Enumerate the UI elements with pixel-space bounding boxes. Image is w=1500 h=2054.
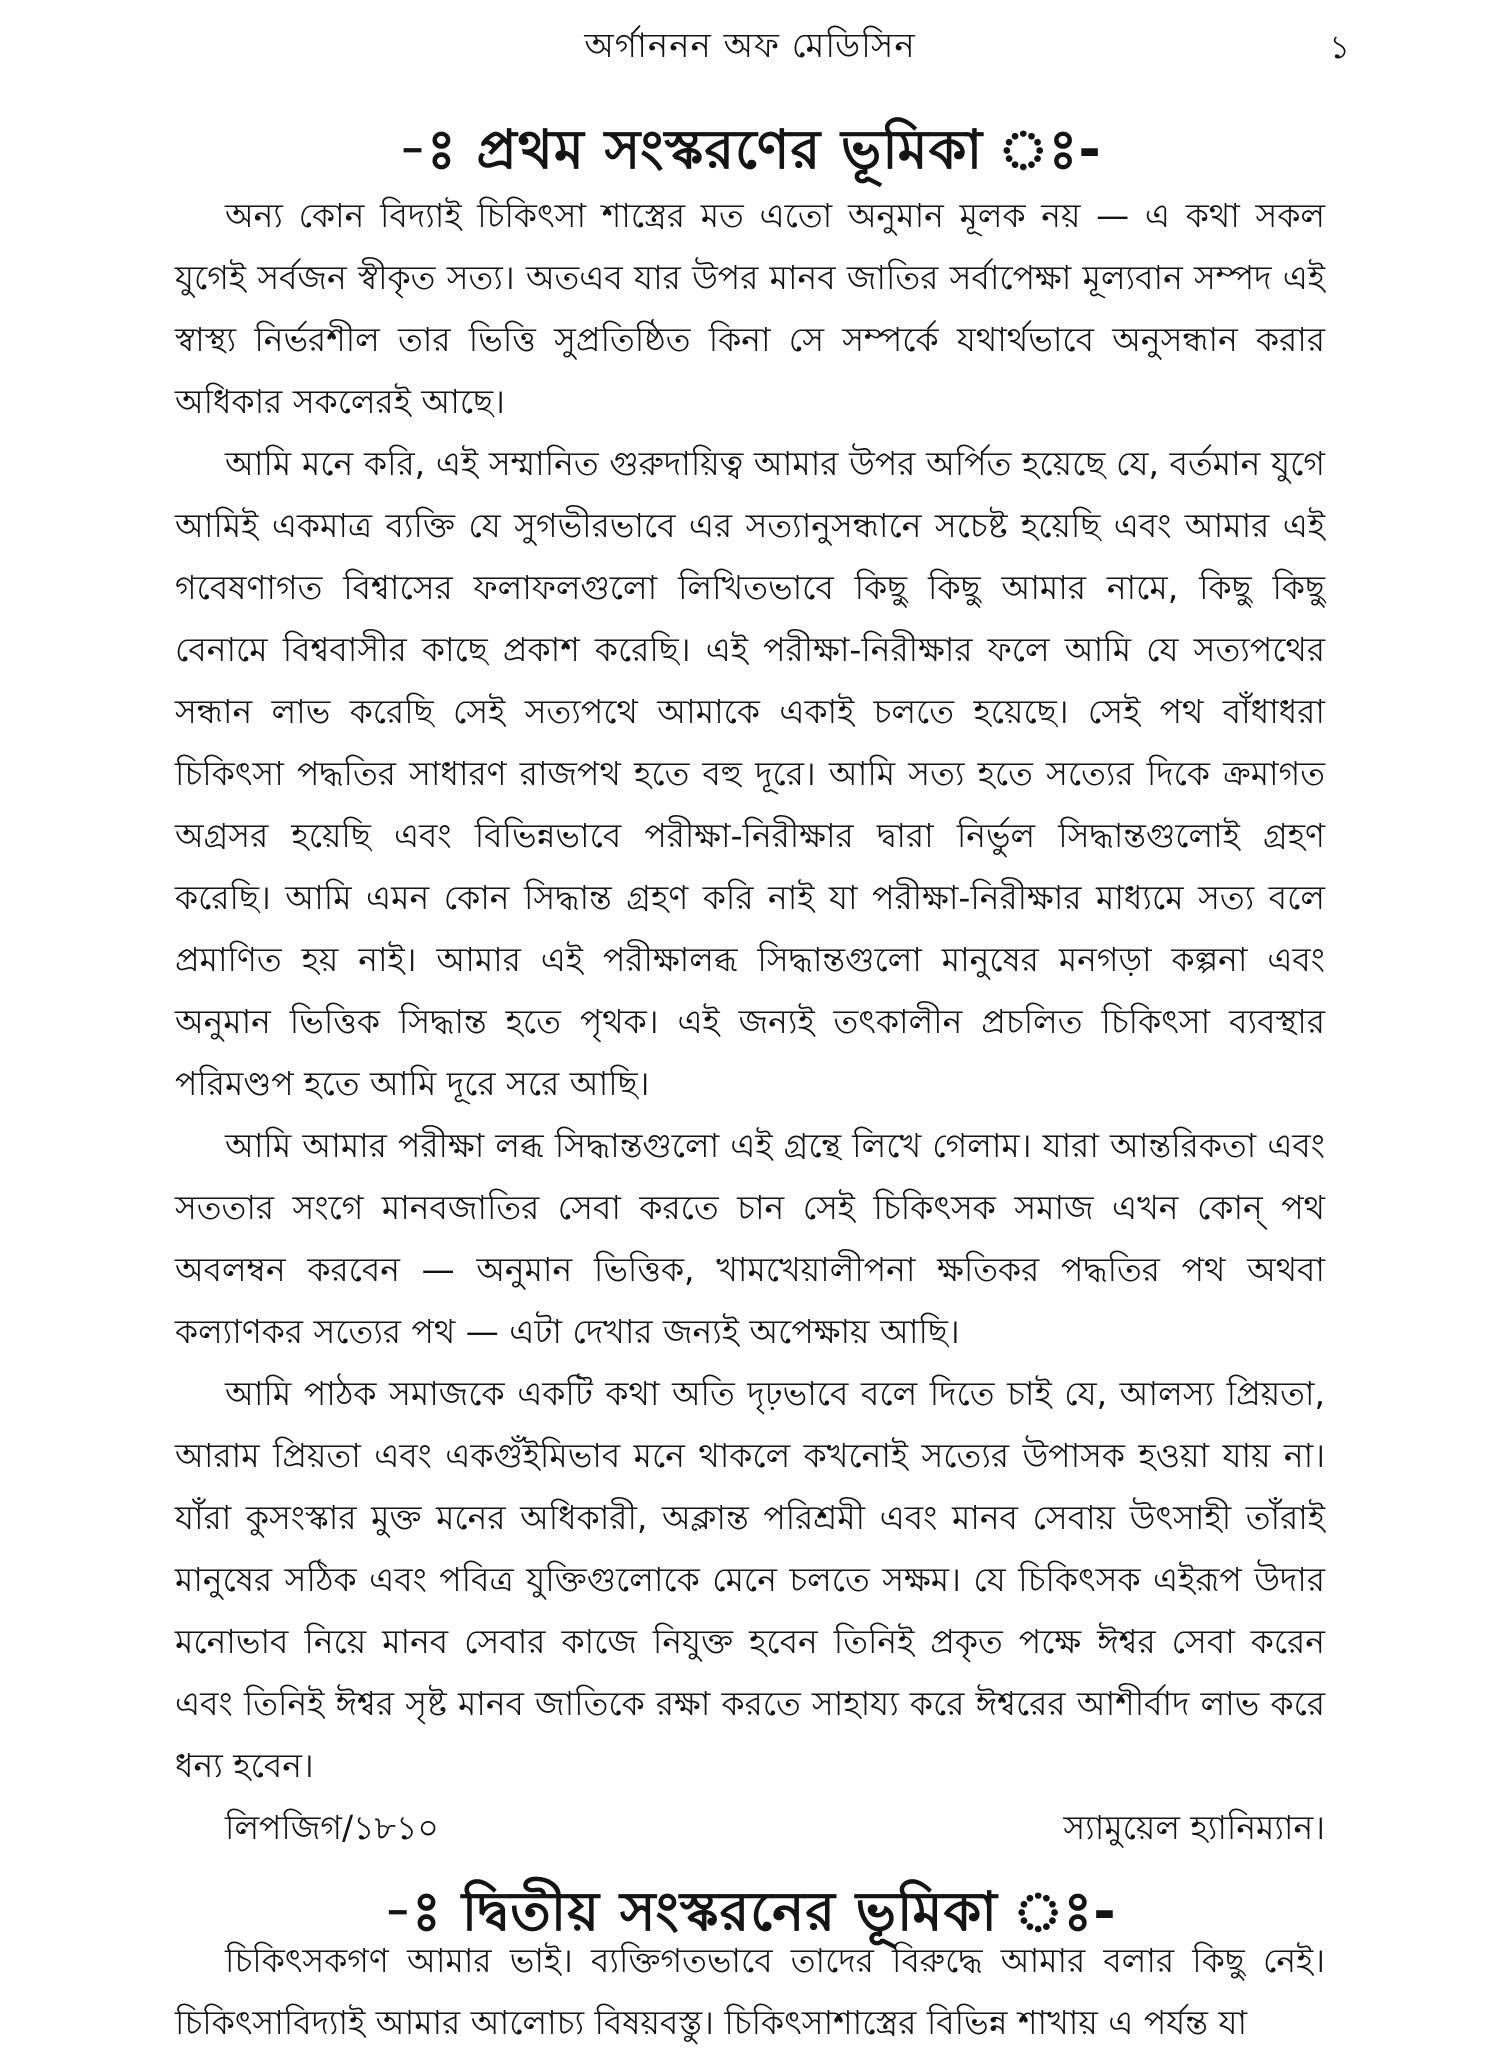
paragraph: চিকিৎসকগণ আমার ভাই। ব্যক্তিগতভাবে তাদের বিরুদ্ধে আমার বলার কিছু নেই। চিকিৎসাবিদ্যাই আমার আলোচ্য বিষয়বস্তু। চিকিৎসাশাস্ত্রের বিভিন্ন শাখায় এ পর্যন্ত যা: [175, 1941, 1325, 2042]
second-preface-body: [175, 1930, 1325, 2054]
first-preface-body: [175, 185, 1325, 1859]
author-signature: স্যামুয়েল হ্যানিম্যান।: [1063, 1808, 1325, 1847]
page-number: ১: [1329, 28, 1350, 66]
paragraph: আমি মনে করি, এই সম্মানিত গুরুদায়িত্ব আমার উপর অর্পিত হয়েছে যে, বর্তমান যুগে আমিই একমাত্র ব্যক্তি যে সুগভীরভাবে এর সত্যানুসন্ধানে সচেষ্ট হয়েছি এবং আমার এই গবেষণাগত বিশ্বাসের ফলাফলগুলো লিখিতভাবে কিছু কিছু আমার নামে, কিছু কিছু বেনামে বিশ্ববাসীর কাছে প্রকাশ করেছি। এই পরীক্ষা-নিরীক্ষার ফলে আমি যে সত্যপথের সন্ধান লাভ করেছি সেই সত্যপথে আমাকে একাই চলতে হয়েছে। সেই পথ বাঁধাধরা চিকিৎসা পদ্ধতির সাধারণ রাজপথ হতে বহু দূরে। আমি সত্য হতে সত্যের দিকে ক্রমাগত অগ্রসর হয়েছি এবং বিভিন্নভাবে পরীক্ষা-নিরীক্ষার দ্বারা নির্ভুল সিদ্ধান্তগুলোই গ্রহণ করেছি। আমি এমন কোন সিদ্ধান্ত গ্রহণ করি নাই যা পরীক্ষা-নিরীক্ষার মাধ্যমে সত্য বলে প্রমাণিত হয় নাই। আমার এই পরীক্ষালব্ধ সিদ্ধান্তগুলো মানুষের মনগড়া কল্পনা এবং অনুমান ভিত্তিক সিদ্ধান্ত হতে পৃথক। এই জন্যই তৎকালীন প্রচলিত চিকিৎসা ব্যবস্থার পরিমণ্ডপ হতে আমি দূরে সরে আছি।: [175, 444, 1325, 1103]
running-header-title: অর্গাননন অফ মেডিসিন: [584, 26, 916, 66]
paragraph: আমি আমার পরীক্ষা লব্ধ সিদ্ধান্তগুলো এই গ্রন্থে লিখে গেলাম। যারা আন্তরিকতা এবং সততার সংগে মানবজাতির সেবা করতে চান সেই চিকিৎসক সমাজ এখন কোন্ পথ অবলম্বন করবেন — অনুমান ভিত্তিক, খামখেয়ালীপনা ক্ষতিকর পদ্ধতির পথ অথবা কল্যাণকর সত্যের পথ — এটা দেখার জন্যই অপেক্ষায় আছি।: [175, 1126, 1325, 1351]
place-date: লিপজিগ/১৮১০: [225, 1808, 439, 1847]
first-preface-heading: -ঃ প্রথম সংস্করণের ভূমিকা ঃ-: [398, 118, 1102, 181]
signature-row: [175, 1797, 1325, 1859]
paragraph: অন্য কোন বিদ্যাই চিকিৎসা শাস্ত্রের মত এতো অনুমান মূলক নয় — এ কথা সকল যুগেই সর্বজন স্বীকৃত সত্য। অতএব যার উপর মানব জাতির সর্বাপেক্ষা মূল্যবান সম্পদ এই স্বাস্থ্য নির্ভরশীল তার ভিত্তি সুপ্রতিষ্ঠিত কিনা সে সম্পর্কে যথার্থভাবে অনুসন্ধান করার অধিকার সকলেরই আছে।: [175, 196, 1325, 421]
second-preface-heading: -ঃ দ্বিতীয় সংস্করনের ভূমিকা ঃ-: [383, 1880, 1117, 1943]
paragraph: আমি পাঠক সমাজকে একটি কথা অতি দৃঢ়ভাবে বলে দিতে চাই যে, আলস্য প্রিয়তা, আরাম প্রিয়তা এবং একগুঁইমিভাব মনে থাকলে কখনোই সত্যের উপাসক হওয়া যায় না। যাঁরা কুসংস্কার মুক্ত মনের অধিকারী, অক্লান্ত পরিশ্রমী এবং মানব সেবায় উৎসাহী তাঁরাই মানুষের সঠিক এবং পবিত্র যুক্তিগুলোকে মেনে চলতে সক্ষম। যে চিকিৎসক এইরূপ উদার মনোভাব নিয়ে মানব সেবার কাজে নিযুক্ত হবেন তিনিই প্রকৃত পক্ষে ঈশ্বর সেবা করেন এবং তিনিই ঈশ্বর সৃষ্ট মানব জাতিকে রক্ষা করতে সাহায্য করে ঈশ্বরের আশীর্বাদ লাভ করে ধন্য হবেন।: [175, 1374, 1325, 1785]
